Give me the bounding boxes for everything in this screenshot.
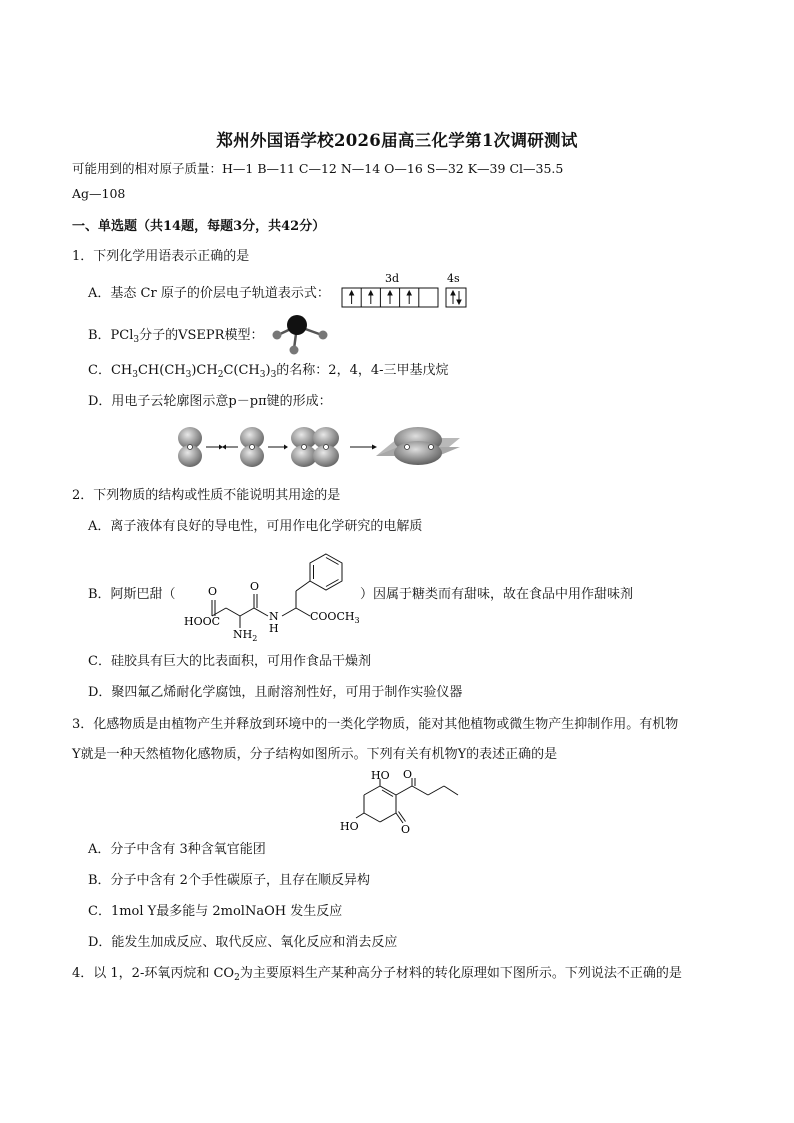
- orbital-label-4s: 4s: [447, 272, 460, 285]
- q2-option-b-post: ）因属于糖类而有甜味，故在食品中用作甜味剂: [360, 587, 634, 602]
- aspartame-n: N: [269, 610, 279, 623]
- q1-c-part: CH(CH: [137, 363, 186, 378]
- q1-option-a-text: A．基态 Cr 原子的价层电子轨道表示式：: [88, 286, 330, 301]
- compound-y-o-top: O: [403, 770, 413, 781]
- aspartame-nh2: $NH_2$: [233, 628, 258, 642]
- q1-c-part: ): [265, 363, 271, 378]
- page-title: 郑州外国语学校2026届高三化学第1次调研测试: [216, 131, 578, 150]
- compound-y-ho-top: HO: [371, 770, 390, 782]
- aspartame-cooch3: $COOCH_3$: [310, 610, 360, 625]
- p-p-pi-bond-diagram: [172, 420, 462, 474]
- q1-c-sub: 3: [270, 370, 277, 380]
- section-heading: 一、单选题（共14题，每题3分，共42分）: [72, 219, 326, 234]
- q1-option-b-pre: B．PCl: [88, 328, 134, 343]
- pcl3-vsepr-model: [268, 312, 332, 356]
- q3-option-c: C．1mol Y最多能与 2molNaOH 发生反应: [88, 904, 343, 919]
- q1-c-sub: 3: [185, 370, 192, 380]
- q2-option-a: A．离子液体有良好的导电性，可用作电化学研究的电解质: [88, 519, 423, 534]
- q1-c-part: )CH: [191, 363, 218, 378]
- q4-stem-sub: 2: [234, 973, 240, 983]
- q3-stem-1: 3．化感物质是由植物产生并释放到环境中的一类化学物质，能对其他植物或微生物产生抑制作用。有机物: [72, 717, 679, 732]
- q3-option-d: D．能发生加成反应、取代反应、氧化反应和消去反应: [88, 935, 398, 950]
- aspartame-h: H: [269, 622, 279, 635]
- q4-stem: [72, 965, 682, 983]
- atomic-mass-line-2: Ag—108: [72, 186, 126, 201]
- compound-y-structure: [340, 770, 460, 838]
- q1-option-a: [88, 285, 330, 303]
- orbital-label-3d: 3d: [385, 272, 400, 285]
- q1-option-b-sub: 3: [133, 335, 140, 345]
- aspartame-o2: O: [250, 580, 260, 593]
- compound-y-o-bottom: O: [401, 823, 411, 836]
- atomic-mass-line: 可能用到的相对原子质量：H—1 B—11 C—12 N—14 O—16 S—32 K—39 Cl—35.5: [72, 161, 564, 176]
- q1-c-part: C(CH: [223, 363, 260, 378]
- q2-stem: 2．下列物质的结构或性质不能说明其用途的是: [72, 488, 341, 503]
- q3-option-b: B．分子中含有 2个手性碳原子，且存在顺反异构: [88, 873, 370, 888]
- q2-option-c: C．硅胶具有巨大的比表面积，可用作食品干燥剂: [88, 654, 371, 669]
- q2-option-d: D．聚四氟乙烯耐化学腐蚀，且耐溶剂性好，可用于制作实验仪器: [88, 685, 463, 700]
- aspartame-structure: [182, 550, 362, 642]
- q3-stem-2: Y就是一种天然植物化感物质，分子结构如图所示。下列有关有机物Y的表述正确的是: [72, 747, 558, 762]
- compound-y-ho-bottom: HO: [340, 820, 359, 833]
- q1-stem: 1．下列化学用语表示正确的是: [72, 249, 250, 264]
- q1-option-b: [88, 327, 263, 345]
- q2-option-b-pre: B．阿斯巴甜（: [88, 587, 176, 602]
- q1-c-sub: 2: [217, 370, 224, 380]
- q1-option-b-post: 分子的VSEPR模型：: [139, 328, 264, 343]
- q4-stem-pre: 4．以 1，2-环氧丙烷和 CO: [72, 966, 235, 981]
- q1-c-sub: 3: [132, 370, 138, 380]
- q1-c-part: C．CH: [88, 363, 133, 378]
- aspartame-o1: O: [208, 585, 218, 598]
- q1-c-part: 的名称：2，4，4-三甲基戊烷: [276, 363, 449, 378]
- aspartame-hooc: HOOC: [184, 615, 221, 628]
- cr-orbital-diagram: [340, 270, 472, 310]
- q3-option-a: A．分子中含有 3种含氧官能团: [88, 842, 266, 857]
- q1-c-sub: 3: [259, 370, 266, 380]
- q1-option-c: [88, 362, 449, 380]
- q1-option-d: D．用电子云轮廓图示意p－pπ键的形成：: [88, 394, 332, 409]
- q4-stem-post: 为主要原料生产某种高分子材料的转化原理如下图所示。下列说法不正确的是: [239, 966, 682, 981]
